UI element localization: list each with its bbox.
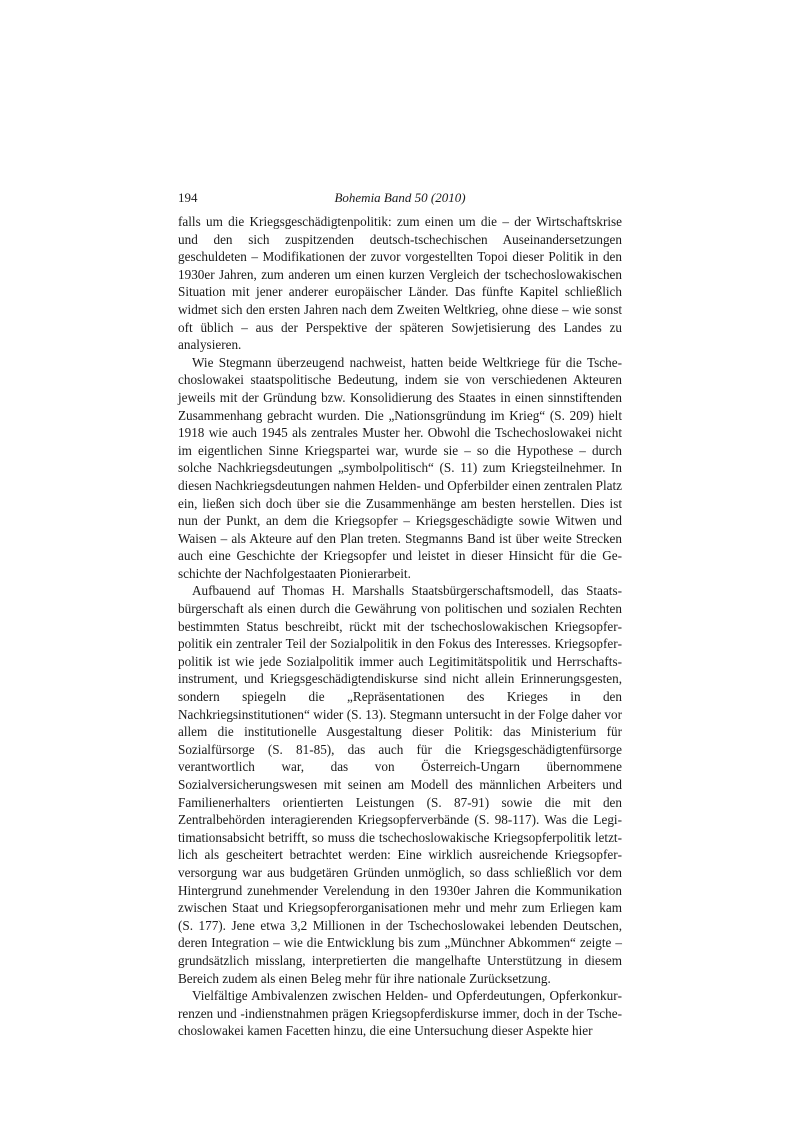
page-number: 194 xyxy=(178,190,198,205)
body-text xyxy=(178,213,622,1040)
paragraph: falls um die Kriegsgeschädigtenpolitik: zum einen um die – der Wirtschaftskrise und den sich zuspitzenden deutsch-tschechischen Auseinandersetzungen geschuldeten – Modifikationen der zuvor vorgestellten Topoi dieser Politik in den 1930er Jahren, zum anderen um einen kurzen Vergleich der tschechoslowakischen Situation mit jener anderer europäischer Länder. Das fünfte Kapitel schließlich widmet sich den ersten Jahren nach dem Zweiten Weltkrieg, ohne diese – wie sonst oft üblich – aus der Perspektive der späteren Sowjetisierung des Landes zu analysieren. xyxy=(178,214,622,353)
paragraph: Vielfältige Ambivalenzen zwischen Helden- und Opferdeutungen, Opferkonkurrenzen und -indienstnahmen prägen Kriegsopferdiskurse immer, doch in der Tschechoslowakei kamen Facetten hinzu, die eine Untersuchung dieser Aspekte hier xyxy=(178,988,622,1039)
running-title: Bohemia Band 50 (2010) xyxy=(334,190,466,205)
paragraph: Aufbauend auf Thomas H. Marshalls Staatsbürgerschaftsmodell, das Staatsbürgerschaft als einen durch die Gewährung von politischen und sozialen Rechten bestimmten Status beschreibt, rückt mit der tschechoslowakischen Kriegsopferpolitik ein zentraler Teil der Sozialpolitik in den Fokus des Interesses. Kriegsopferpolitik ist wie jede Sozialpolitik immer auch Legitimitätspolitik und Herrschaftsinstrument, und Kriegsgeschädigtendiskurse sind nicht allein Erinnerungsgesten, sondern spiegeln die „Repräsentationen des Krieges in den Nachkriegsinstitutionen“ wider (S. 13). Stegmann untersucht in der Folge daher vor allem die institutionelle Ausgestaltung dieser Politik: das Ministerium für Sozialfürsorge (S. 81-85), das auch für die Kriegsgeschädigtenfürsorge verantwortlich war, das von Österreich-Ungarn übernommene Sozialversicherungswesen mit seinen am Modell des männlichen Arbeiters und Familienerhalters orientierten Leistungen (S. 87-91) sowie die mit den Zentralbehörden interagierenden Kriegsopferverbände (S. 98-117). Was die Legitimationsabsicht betrifft, so muss die tschechoslowakische Kriegsopferpolitik letztlich als gescheitert betrachtet werden: Eine wirklich ausreichende Kriegsopferversorgung war aus budgetären Gründen unmöglich, so dass schließlich vor dem Hintergrund zunehmender Verelendung in den 1930er Jahren die Kommunikation zwischen Staat und Kriegsopferorganisationen mehr und mehr zum Erliegen kam (S. 177). Jene etwa 3,2 Millionen in der Tschechoslowakei lebenden Deutschen, deren Integration – wie die Entwicklung bis zum „Münchner Abkommen“ zeigte – grundsätzlich misslang, interpretierten die mangelhafte Unterstützung in diesem Bereich zudem als einen Beleg mehr für ihre nationale Zurücksetzung. xyxy=(178,583,622,986)
paragraph: Wie Stegmann überzeugend nachweist, hatten beide Weltkriege für die Tschechoslowakei staatspolitische Bedeutung, indem sie von verschiedenen Akteuren jeweils mit der Gründung bzw. Konsolidierung des Staates in einen sinnstiftenden Zusammenhang gebracht wurden. Die „Nationsgründung im Krieg“ (S. 209) hielt 1918 wie auch 1945 als zentrales Muster her. Obwohl die Tschechoslowakei nicht im eigentlichen Sinne Kriegspartei war, wurde sie – so die Hypothese – durch solche Nachkriegsdeutungen „symbolpolitisch“ (S. 11) zum Kriegsteilnehmer. In diesen Nachkriegsdeutungen nahmen Helden- und Opferbilder einen zentralen Platz ein, ließen sich doch über sie die Zusammenhänge am besten herstellen. Dies ist nun der Punkt, an dem die Kriegsopfer – Kriegsgeschädigte sowie Witwen und Waisen – als Akteure auf den Plan treten. Stegmanns Band ist über weite Strecken auch eine Geschichte der Kriegsopfer und leistet in dieser Hinsicht für die Geschichte der Nachfolgestaaten Pionierarbeit. xyxy=(178,354,622,581)
page-header xyxy=(178,190,622,210)
